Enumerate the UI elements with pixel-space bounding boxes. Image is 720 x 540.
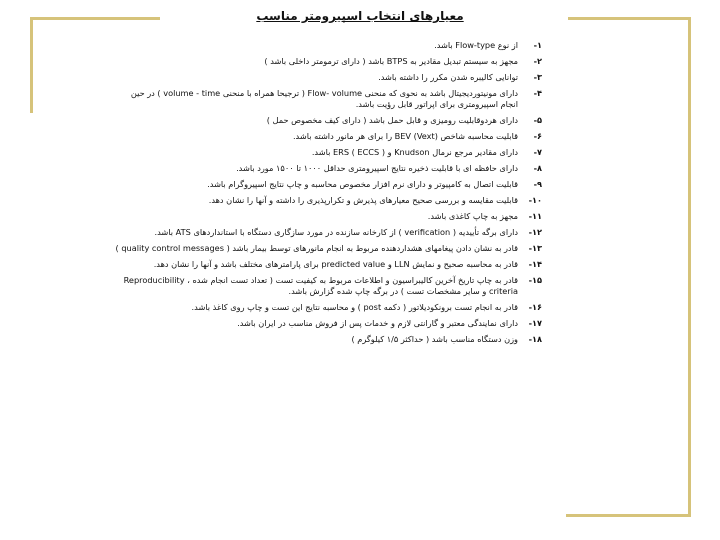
criteria-item xyxy=(112,115,542,126)
item-number: ۱۱- xyxy=(528,211,542,221)
criteria-item xyxy=(112,211,542,222)
frame-right-bar xyxy=(688,17,691,517)
item-number: ۱۵- xyxy=(528,275,542,285)
item-text: دارای نمایندگی معتبر و گارانتی لازم و خدمات پس از فروش مناسب در ایران باشد. xyxy=(237,318,518,328)
item-text: مجهز به سیستم تبدیل مقادیر به BTPS باشد ( دارای ترمومتر داخلی باشد ) xyxy=(264,56,518,66)
item-text: دارای مونیتوردیجیتال باشد به نحوی که منحنی Flow- volume ( ترجیحا همراه با منحنی volume - time ) در حین انجام اسپیرومتری برای اپراتور قابل رؤیت باشد. xyxy=(130,88,518,109)
item-number: ۱۳- xyxy=(528,243,542,253)
criteria-item xyxy=(112,243,542,254)
item-number: ۲- xyxy=(533,56,542,66)
criteria-item xyxy=(112,195,542,206)
criteria-item xyxy=(112,179,542,190)
criteria-item xyxy=(112,72,542,83)
frame-left-bar xyxy=(30,17,33,113)
criteria-item xyxy=(112,163,542,174)
item-text: دارای برگه تأییدیه ( verification ) از کارخانه سازنده در مورد سازگاری دستگاه با استانداردهای ATS باشد. xyxy=(154,227,518,237)
item-number: ۱۲- xyxy=(528,227,542,237)
item-number: ۱۶- xyxy=(528,302,542,312)
item-text: قادر به محاسبه صحیح و نمایش LLN و predicted value برای پارامترهای مختلف باشد و آنها را نشان دهد. xyxy=(153,259,518,269)
item-number: ۹- xyxy=(533,179,542,189)
item-number: ۷- xyxy=(533,147,542,157)
criteria-item xyxy=(112,40,542,51)
item-text: دارای هردوقابلیت رومیزی و قابل حمل باشد ( دارای کیف مخصوص حمل ) xyxy=(266,115,518,125)
item-number: ۱۷- xyxy=(528,318,542,328)
frame-bottom-right-bar xyxy=(566,514,691,517)
item-text: قابلیت اتصال به کامپیوتر و دارای نرم افزار مخصوص محاسبه و چاپ نتایج اسپیروگرام باشد. xyxy=(207,179,518,189)
item-text: قادر به چاپ تاریخ آخرین کالیبراسیون و اطلاعات مربوط به کیفیت تست ( تعداد تست انجام شده ، Reproducibility criteria و سایر مشخصات تست ) در برگه چاپ شده گزارش باشد. xyxy=(123,275,518,296)
item-text: مجهز به چاپ کاغذی باشد. xyxy=(427,211,518,221)
item-number: ۱۴- xyxy=(528,259,542,269)
criteria-item xyxy=(112,334,542,345)
item-number: ۴- xyxy=(533,88,542,98)
item-text: از نوع Flow-type باشد. xyxy=(434,40,518,50)
criteria-item xyxy=(112,259,542,270)
criteria-item xyxy=(112,227,542,238)
item-text: قابلیت مقایسه و بررسی صحیح معیارهای پذیرش و تکرارپذیری را داشته و آنها را نشان دهد. xyxy=(208,195,518,205)
criteria-item xyxy=(112,131,542,142)
criteria-item xyxy=(112,56,542,67)
criteria-item xyxy=(112,302,542,313)
item-text: قابلیت محاسبه شاخص BEV (Vext) را برای هر مانور داشته باشد. xyxy=(292,131,518,141)
criteria-item xyxy=(112,318,542,329)
item-number: ۱۸- xyxy=(528,334,542,344)
page-title: معیارهای انتخاب اسپیرومتر مناسب xyxy=(256,9,464,23)
criteria-list xyxy=(112,40,542,345)
item-number: ۸- xyxy=(533,163,542,173)
criteria-item xyxy=(112,88,542,110)
item-text: قادر به نشان دادن پیغامهای هشداردهنده مربوط به انجام مانورهای توسط بیمار باشد ( quality control messages ) xyxy=(115,243,518,253)
item-number: ۱۰- xyxy=(528,195,542,205)
criteria-item xyxy=(112,275,542,297)
item-text: وزن دستگاه مناسب باشد ( حداکثر ۱/۵ کیلوگرم ) xyxy=(351,334,518,344)
item-text: دارای مقادیر مرجع نرمال Knudson و ERS ( ECCS ) باشد. xyxy=(311,147,518,157)
criteria-item xyxy=(112,147,542,158)
item-number: ۵- xyxy=(533,115,542,125)
item-text: دارای حافظه ای با قابلیت ذخیره نتایج اسپیرومتری حداقل ۱۰۰۰ تا ۱۵۰۰ مورد باشد. xyxy=(236,163,518,173)
item-text: قادر به انجام تست برونکودیلاتور ( دکمه post ) و محاسبه نتایج این تست و چاپ روی کاغذ باشد. xyxy=(191,302,518,312)
item-number: ۱- xyxy=(533,40,542,50)
item-number: ۶- xyxy=(533,131,542,141)
item-number: ۳- xyxy=(533,72,542,82)
item-text: توانایی کالیبره شدن مکرر را داشته باشد. xyxy=(378,72,518,82)
